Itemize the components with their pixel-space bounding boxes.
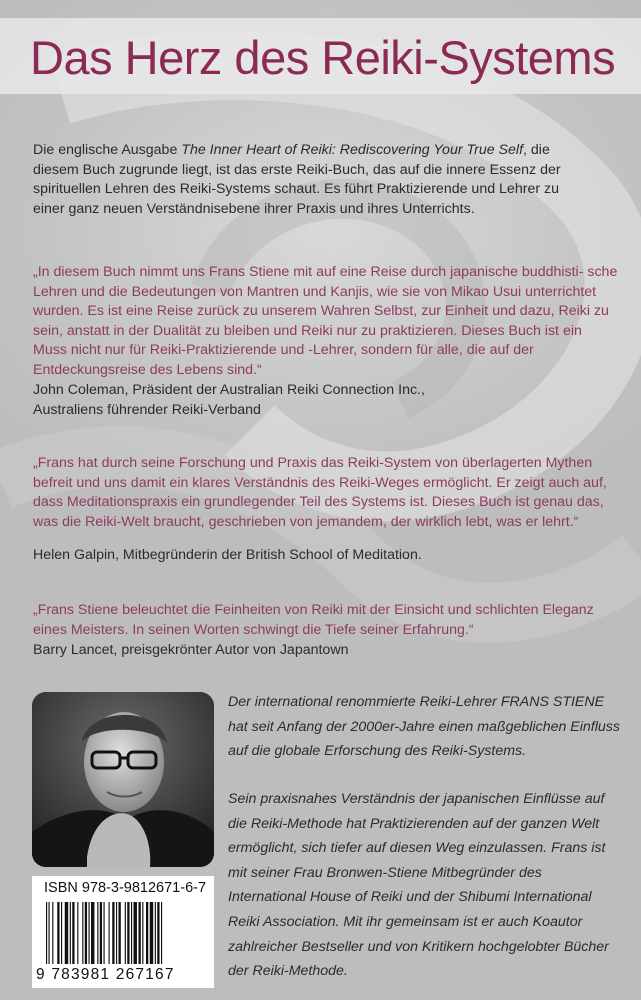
page-title: Das Herz des Reiki-Systems	[30, 31, 616, 84]
barcode-number: 9 783981 267167	[36, 966, 175, 983]
intro-text-end: , die diesem Buch zugrunde liegt, ist das erste Reiki-Buch, das auf die innere Essenz der spirituellen Lehren des Reiki-Systems schaut. Es führt Praktizierende und Lehrer zu einer ganz neuen Verständnisebene ihrer Praxis und ihres Unterrichts.	[33, 142, 561, 217]
attribution-coleman	[33, 381, 618, 420]
attribution-line: Australiens führender Reiki-Verband	[33, 401, 261, 418]
isbn: ISBN 978-3-9812671-6-7	[44, 880, 207, 896]
author-photo	[32, 692, 214, 867]
barcode-box	[32, 876, 214, 988]
author-bio-2: Sein praxisnahes Verständnis der japanischen Einflüsse auf die Reiki-Methode hat Praktizierenden auf der ganzen Welt ermöglicht, sich tiefer auf diesen Weg einzulassen. Frans ist mit seiner Frau Bronwen-Stiene Mitbegründer des International House of Reiki und der Shibumi International Reiki Association. Mit ihr gemeinsam ist er auch Koautor zahlreicher Bestseller und von Kritikern hochgelobter Bücher der Reiki-Methode.	[228, 791, 609, 980]
quote-coleman: „In diesem Buch nimmt uns Frans Stiene mit auf eine Reise durch japanische buddhisti- sche Lehren und die Bedeutungen von Mantren und Kanjis, wie sie von Mikao Usui unterrichtet wurden. Es ist eine Reise zurück zu unserem Wahren Selbst, zur Einheit und dazu, Reiki zu sein, anstatt in der Dualität zu bleiben und Reiki nur zu praktizieren. Dieses Buch ist ein Muss nicht nur für Reiki-Praktizierende und -Lehrer, sondern für alle, die auf der Entdeckungsreise des Lebens sind.“	[33, 264, 618, 378]
attribution-line: John Coleman, Präsident der Australian Reiki Connection Inc.,	[33, 382, 425, 398]
author-bio-1: Der international renommierte Reiki-Lehrer FRANS STIENE hat seit Anfang der 2000er-Jahre einen maßgeblichen Einfluss auf die globale Erforschung des Reiki-Systems.	[228, 694, 620, 760]
barcode-icon	[46, 902, 202, 964]
attribution-lancet: Barry Lancet, preisgekrönter Autor von Japantown	[33, 642, 349, 658]
quote-lancet: „Frans Stiene beleuchtet die Feinheiten von Reiki mit der Einsicht und schlichten Eleganz eines Meisters. In seinen Worten schwingt die Tiefe seiner Erfahrung.“	[33, 602, 594, 638]
book-title: The Inner Heart of Reiki: Rediscovering Your True Self	[181, 142, 524, 158]
intro-paragraph	[33, 141, 593, 219]
intro-text-start: Die englische Ausgabe	[33, 142, 182, 158]
quote-galpin: „Frans hat durch seine Forschung und Praxis das Reiki-System von überlagerten Mythen befreit und uns damit ein klares Verständnis des Reiki-Weges ermöglicht. Er zeigt auch auf, dass Meditationspraxis ein grundlegender Teil des Systems ist. Dieses Buch ist genau das, was die Reiki-Welt braucht, geschrieben von jemandem, der wirklich lebt, was er lehrt.“	[33, 455, 607, 530]
attribution-galpin: Helen Galpin, Mitbegründerin der British School of Meditation.	[33, 547, 422, 563]
